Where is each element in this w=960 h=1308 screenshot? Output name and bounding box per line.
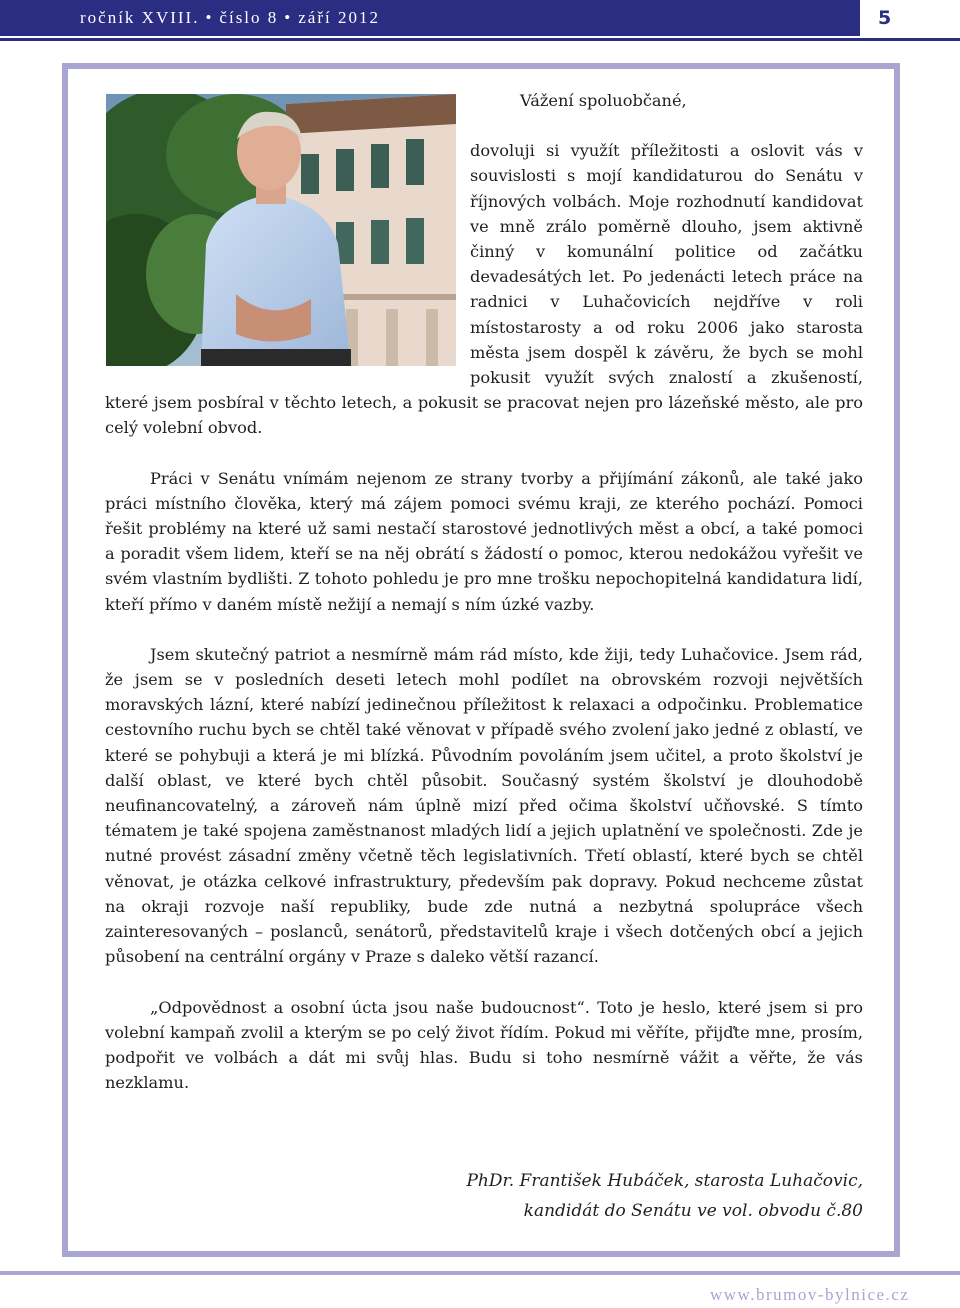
- article-body: [105, 88, 863, 1095]
- paragraph-patriot: Jsem skutečný patriot a nesmírně mám rád místo, kde žiji, tedy Luhačovice. Jsem rád, že jsem se v posledních deseti letech mohl podílet na obrovském rozvoji největších moravských lázní, které nabízí jedinečnou příležitost k relaxaci a odpočinku. Problematice cestovního ruchu bych se chtěl také věnovat v případě svého zvolení jako jedné z oblastí, ve které se pohybuji a která je mi blízká. Původním povoláním jsem učitel, a proto školství je další oblast, ve které bych chtěl působit. Současný systém školství je dlouhodobě neufinancovatelný, a zároveň nám úplně mizí před očima školství učňovské. S tímto tématem je také spojena zaměstnanost mladých lidí a jejich uplatnění ve společnosti. Zde je nutné provést zásadní změny včetně těch legislativních. Třetí oblastí, které bych se chtěl věnovat, je otázka celkové infrastruktury, především pak dopravy. Pokud nechceme zůstat na okraji rozvoje naší republiky, bude zde nutná a nezbytná spolupráce všech zainteresovaných – poslanců, senátorů, představitelů kraje i všech dotčených obcí a jejich působení na centrální orgány v Praze s daleko větší razancí.: [105, 644, 863, 967]
- header-bar: [0, 0, 860, 36]
- signature-name: PhDr. František Hubáček, starosta Luhačovic,: [466, 1171, 863, 1191]
- issue-volume: ročník XVIII.: [80, 8, 200, 27]
- bullet-separator: •: [205, 8, 214, 27]
- paragraph-intro: dovoluji si využít příležitosti a oslovit vás v souvislosti s mojí kandidaturou do Senátu v říjnových volbách. Moje rozhodnutí kandidovat ve mně zrálo poměrně dlouho, jsem aktivně činný v komunální politice od začátku devadesátých let. Po jedenácti letech práce na radnici v Luhačovicích nejdříve v roli místostarosty a od roku 2006 jako starosta města jsem dospěl k závěru, že bych se mohl pokusit využít svých znalostí a zkušeností, které jsem posbíral v těchto letech, a pokusit se pracovat nejen pro lázeňské město, ale pro celý volební obvod.: [105, 141, 863, 438]
- photo-wrap-spacer: [105, 88, 470, 376]
- page-number: 5: [878, 7, 892, 29]
- issue-number: číslo 8: [219, 8, 279, 27]
- signature: [380, 1166, 863, 1226]
- bullet-separator: •: [284, 8, 293, 27]
- issue-info: [80, 8, 380, 28]
- paragraph-motto: „Odpovědnost a osobní úcta jsou naše budoucnost“. Toto je heslo, které jsem si pro volební kampaň zvolil a kterým se po celý život řídím. Pokud mi věříte, přijďte mne, prosím, podpořit ve volbách a dát mi svůj hlas. Budu si toho nesmírně vážit a věřte, že vás nezklamu.: [105, 997, 863, 1093]
- footer-rule: [0, 1271, 960, 1275]
- issue-date: září 2012: [298, 8, 380, 27]
- signature-role: kandidát do Senátu ve vol. obvodu č.80: [523, 1201, 863, 1221]
- footer-website: www.brumov-bylnice.cz: [710, 1285, 910, 1304]
- header-rule: [0, 38, 960, 41]
- paragraph-senate-work: Práci v Senátu vnímám nejenom ze strany tvorby a přijímání zákonů, ale také jako práci místního člověka, který má zájem pomoci svému kraji, ze kterého pochází. Pomoci řešit problémy na které už sami nestačí starostové jednotlivých měst a obcí, a také pomoci a poradit všem lidem, kteří se na něj obrátí s žádostí o pomoc, kterou nedokážou vyřešit ve svém vlastním bydlišti. Z tohoto pohledu je pro mne trošku nepochopitelná kandidatura lidí, kteří přímo v daném místě nežijí a nemají s ním úzké vazby.: [105, 468, 863, 614]
- greeting: Vážení spoluobčané,: [520, 91, 687, 110]
